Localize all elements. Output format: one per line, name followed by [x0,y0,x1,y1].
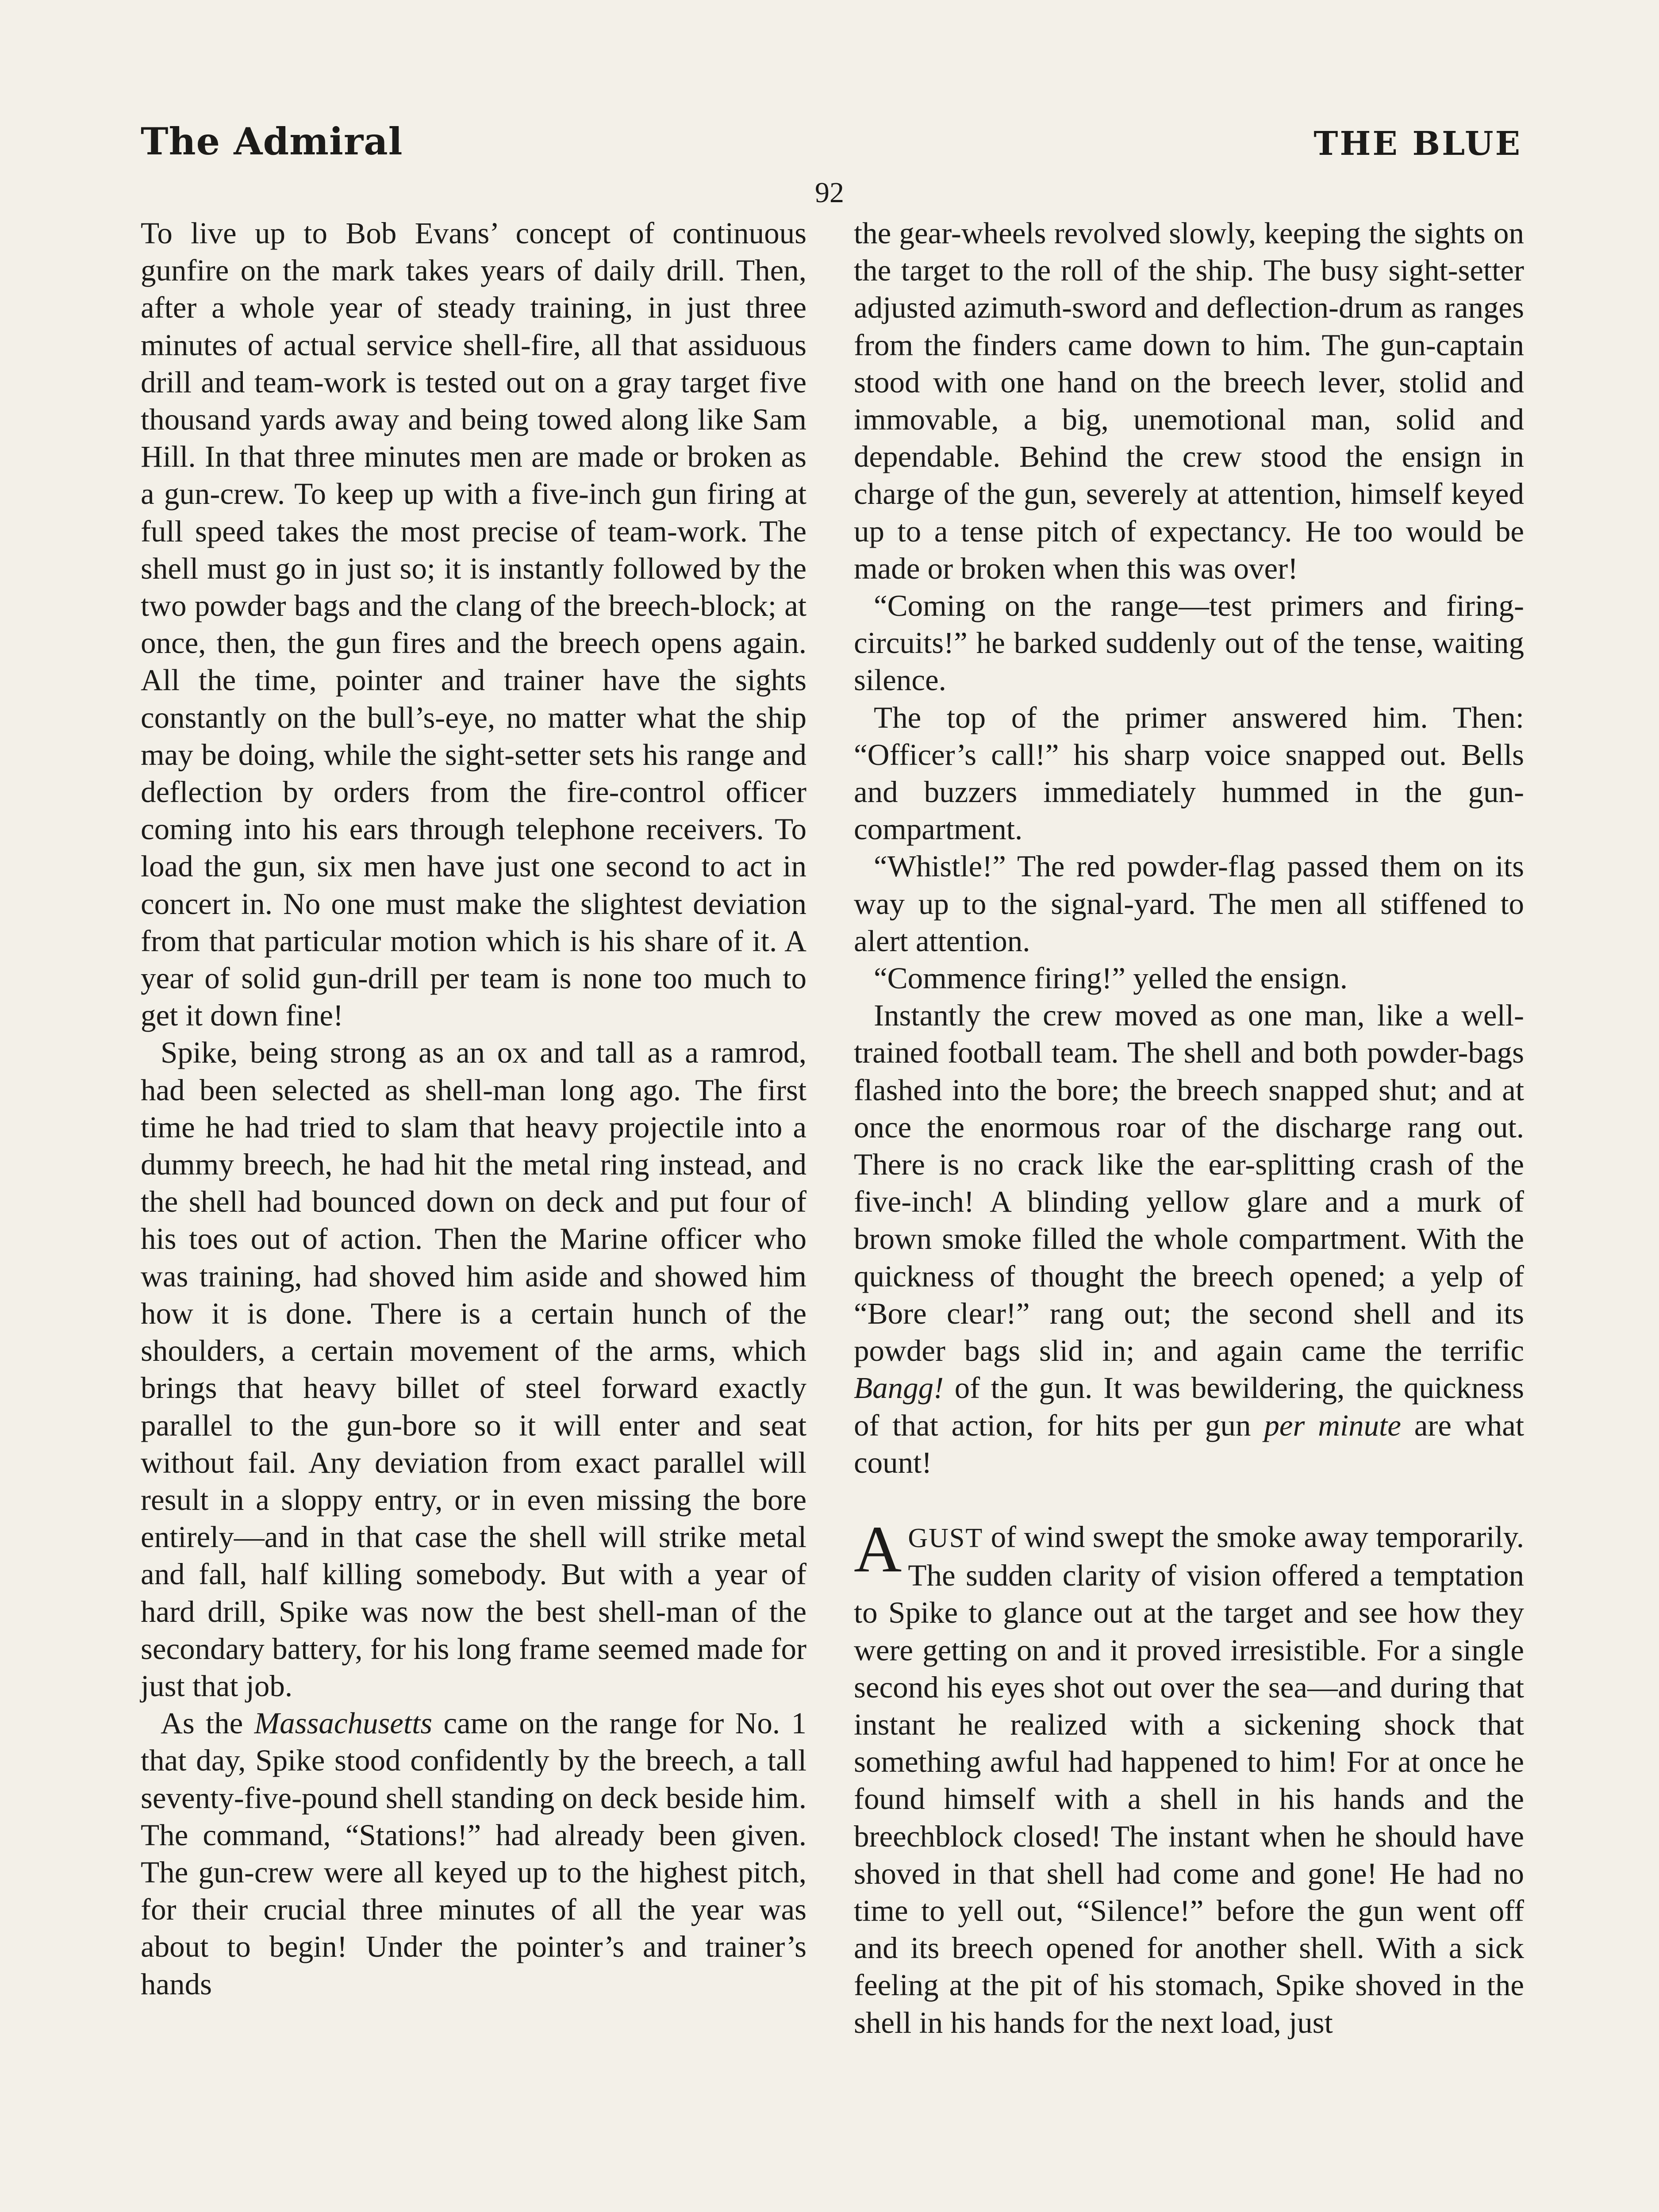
ship-name: Massachusetts [254,1706,433,1740]
page-number: 92 [815,177,844,209]
running-title-left: The Admiral [141,119,403,163]
paragraph: the gear-wheels revolved slowly, keeping the sights on the target to the roll of the ship. The busy sight-setter adjusted azimuth-sword and deflection-drum as ranges from the finders came down to him. The gun-captain stood with one hand on the breech lever, stolid and immovable, a big, unemotional man, solid and dependable. Behind the crew stood the ensign in charge of the gun, severely at attention, himself keyed up to a tense pitch of expectancy. He too would be made or broken when this was over! [854,216,1524,585]
drop-cap: A [854,1512,902,1586]
running-title-right: THE BLUE [1313,125,1522,163]
paragraph: “Commence firing!” yelled the ensign. [874,961,1348,995]
paragraph: The top of the primer answered him. Then: “Officer’s call!” his sharp voice snapped out. Bells and buzzers immediately hummed in the gun-compartment. [854,700,1524,846]
small-caps-lead: GUST [908,1523,983,1553]
paragraph: To live up to Bob Evans’ concept of continuous gunfire on the mark takes years of daily drill. Then, after a whole year of steady training, in just three minutes of actual service shell-fire, all that assiduous drill and team-work is tested out on a gray target five thousand yards away and being towed along like Sam Hill. In that three minutes men are made or broken as a gun-crew. To keep up with a five-inch gun firing at full speed takes the most precise of team-work. The shell must go in just so; it is instantly followed by the two powder bags and the clang of the breech-block; at once, then, the gun fires and the breech opens again. All the time, pointer and trainer have the sights constantly on the bull’s-eye, no matter what the ship may be doing, while the sight-setter sets his range and deflection by orders from the fire-control officer coming into his ears through telephone receivers. To load the gun, six men have just one second to act in concert in. No one must make the slightest deviation from that particular motion which is his share of it. A year of solid gun-drill per team is none too much to get it down fine! [141,216,806,1033]
left-column [141,215,806,2003]
paragraph: As the Massachusetts came on the range for No. 1 that day, Spike stood confidently by the breech, a tall seventy-five-pound shell standing on deck beside him. The command, “Stations!” had already been given. The gun-crew were all keyed up to the highest pitch, for their crucial three minutes of all the year was about to begin! Under the pointer’s and trainer’s hands [141,1706,807,2001]
sound-effect: Bangg! [854,1371,944,1405]
section-paragraph: AGUST of wind swept the smoke away temporarily. The sudden clarity of vision offered a temptation to Spike to glance out at the target and see how they were getting on and it proved irresistible. For a single second his eyes shot out over the sea—and during that instant he realized with a sickening shock that something awful had happened to him! For at once he found himself with a shell in his hands and the breechblock closed! The instant when he should have shoved in that shell had come and gone! He had no time to yell out, “Silence!” before the gun went off and its breech opened for another shell. With a sick feeling at the pit of his stomach, Spike shoved in the shell in his hands for the next load, just [854,1512,1524,2039]
right-column [854,215,1524,2041]
paragraph: “Whistle!” The red powder-flag passed them on its way up to the signal-yard. The men all stiffened to alert attention. [854,849,1524,958]
paragraph: Instantly the crew moved as one man, like a well-trained football team. The shell and both powder-bags flashed into the bore; the breech snapped shut; and at once the enormous roar of the discharge rang out. There is no crack like the ear-splitting crash of the five-inch! A blinding yellow glare and a murk of brown smoke filled the whole compartment. With the quickness of thought the breech opened; a yelp of “Bore clear!” rang out; the second shell and its powder bags slid in; and again came the terrific Bangg! of the gun. It was bewildering, the quickness of that action, for hits per gun per minute are what count! [854,998,1524,1479]
paragraph: “Coming on the range—test primers and firing-circuits!” he barked suddenly out of the tense, waiting silence. [854,589,1524,697]
emphasis: per minute [1264,1408,1401,1442]
paragraph: Spike, being strong as an ox and tall as a ramrod, had been selected as shell-man long ago. The first time he had tried to slam that heavy projectile into a dummy breech, he had hit the metal ring instead, and the shell had bounced down on deck and put four of his toes out of action. Then the Marine officer who was training, had shoved him aside and showed him how it is done. There is a certain hunch of the shoulders, a certain movement of the arms, which brings that heavy billet of steel forward exactly parallel to the gun-bore so it will enter and seat without fail. Any deviation from exact parallel will result in a sloppy entry, or in even missing the bore entirely—and in that case the shell will strike metal and fall, half killing somebody. But with a year of hard drill, Spike was now the best shell-man of the secondary battery, for his long frame seemed made for just that job. [141,1036,806,1703]
